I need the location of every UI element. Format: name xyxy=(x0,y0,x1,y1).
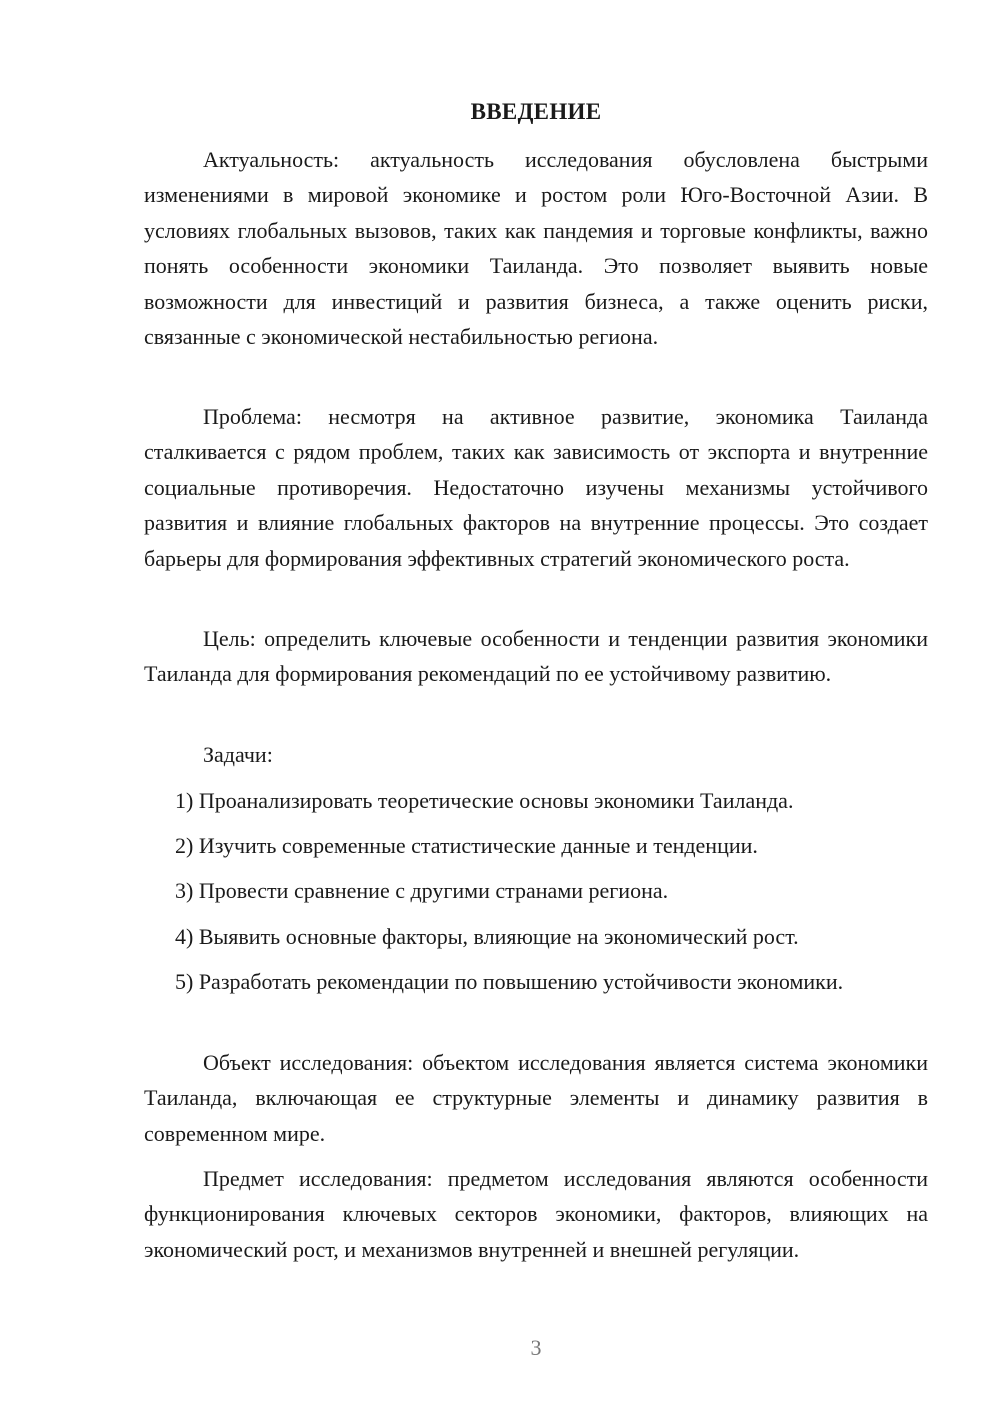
task-item-3: 3) Провести сравнение с другими странами региона. xyxy=(175,878,669,903)
task-item-5: 5) Разработать рекомендации по повышению устойчивости экономики. xyxy=(175,969,844,994)
paragraph-object: Объект исследования: объектом исследования является система экономики Таиланда, включающая ее структурные элементы и динамику развития в современном мире. xyxy=(144,1050,928,1146)
paragraph-relevance: Актуальность: актуальность исследования обусловлена быстрыми изменениями в мировой экономике и ростом роли Юго-Восточной Азии. В условиях глобальных вызовов, таких как пандемия и торговые конфликты, важно понять особенности экономики Таиланда. Это позволяет выявить новые возможности для инвестиций и развития бизнеса, а также оценить риски, связанные с экономической нестабильностью региона. xyxy=(144,147,928,350)
paragraph-problem: Проблема: несмотря на активное развитие, экономика Таиланда сталкивается с рядом проблем, таких как зависимость от экспорта и внутренние социальные противоречия. Недостаточно изучены механизмы устойчивого развития и влияние глобальных факторов на внутренние процессы. Это создает барьеры для формирования эффективных стратегий экономического роста. xyxy=(144,404,928,571)
section-title: ВВЕДЕНИЕ xyxy=(470,99,602,124)
page-number: 3 xyxy=(530,1335,542,1360)
task-item-1: 1) Проанализировать теоретические основы экономики Таиланда. xyxy=(175,788,794,813)
paragraph-subject: Предмет исследования: предметом исследования являются особенности функционирования ключевых секторов экономики, факторов, влияющих на экономический рост, и механизмов внутренней и внешней регуляции. xyxy=(144,1166,928,1262)
tasks-heading: Задачи: xyxy=(203,742,273,767)
paragraph-goal: Цель: определить ключевые особенности и тенденции развития экономики Таиланда для формирования рекомендаций по ее устойчивому развитию. xyxy=(144,626,928,687)
task-item-4: 4) Выявить основные факторы, влияющие на экономический рост. xyxy=(175,924,799,949)
document-page xyxy=(144,0,928,1414)
task-item-2: 2) Изучить современные статистические данные и тенденции. xyxy=(175,833,758,858)
